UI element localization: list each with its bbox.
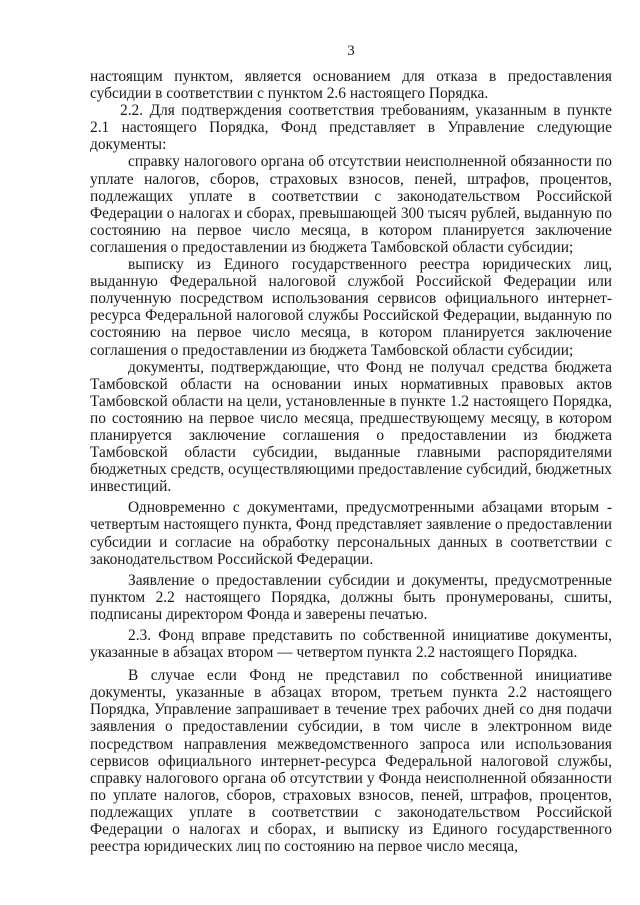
document-page <box>90 42 612 855</box>
paragraph-application: Одновременно с документами, предусмотренными абзацами вторым - четвертым настоящего пункта, Фонд представляет заявление о предоставлении субсидии и согласие на обработку персональных данных в соответствии с законодательством Российской Федерации. <box>90 499 612 568</box>
paragraph-application-format: Заявление о предоставлении субсидии и документы, предусмотренные пунктом 2.2 настоящего Порядка, должны быть пронумерованы, сшиты, подписаны директором Фонда и заверены печатью. <box>90 571 612 623</box>
paragraph-continuation: настоящим пунктом, является основанием для отказа в предоставления субсидии в соответствии с пунктом 2.6 настоящего Порядка. <box>90 68 612 103</box>
page-number: 3 <box>347 43 355 59</box>
paragraph-2-2: 2.2. Для подтверждения соответствия требованиям, указанным в пункте 2.1 настоящего Порядка, Фонд представляет в Управление следующие документы: <box>90 102 612 154</box>
paragraph-registry-extract: выписку из Единого государственного реестра юридических лиц, выданную Федеральной налоговой службой Российской Федерации или полученную посредством использования сервисов официального интернет-ресурса Федеральной налоговой службы Российской Федерации, выданную по состоянию на первое число месяца, в котором планируется заключение соглашения о предоставлении из бюджета Тамбовской области субсидии; <box>90 256 612 359</box>
paragraph-2-3: 2.3. Фонд вправе представить по собственной инициативе документы, указанные в абзацах втором — четвертом пункта 2.2 настоящего Порядка. <box>90 627 612 662</box>
paragraph-tax-certificate: справку налогового органа об отсутствии неисполненной обязанности по уплате налогов, сборов, страховых взносов, пеней, штрафов, процентов, подлежащих уплате в соответствии с законодательством Российской Федерации о налогах и сборах, превышающей 300 тысяч рублей, выданную по состоянию на первое число месяца, в котором планируется заключение соглашения о предоставлении из бюджета Тамбовской области субсидии; <box>90 153 612 256</box>
paragraph-request: В случае если Фонд не представил по собственной инициативе документы, указанные в абзацах втором, третьем пункта 2.2 настоящего Порядка, Управление запрашивает в течение трех рабочих дней со дня подачи заявления о предоставлении субсидии, в том числе в электронном виде посредством направления межведомственного запроса или использования сервисов официального интернет-ресурса Федеральной налоговой службы, справку налогового органа об отсутствии у Фонда неисполненной обязанности по уплате налогов, сборов, страховых взносов, пеней, штрафов, процентов, подлежащих уплате в соответствии с законодательством Российской Федерации о налогах и сборах, и выписку из Единого государственного реестра юридических лиц по состоянию на первое число месяца, <box>90 667 612 856</box>
paragraph-budget-documents: документы, подтверждающие, что Фонд не получал средства бюджета Тамбовской области на основании иных нормативных правовых актов Тамбовской области на цели, установленные в пункте 1.2 настоящего Порядка, по состоянию на первое число месяца, предшествующему месяцу, в котором планируется заключение соглашения о предоставлении из бюджета Тамбовской области субсидии, выданные главными распорядителями бюджетных средств, осуществляющими предоставление субсидий, бюджетных инвестиций. <box>90 358 612 496</box>
